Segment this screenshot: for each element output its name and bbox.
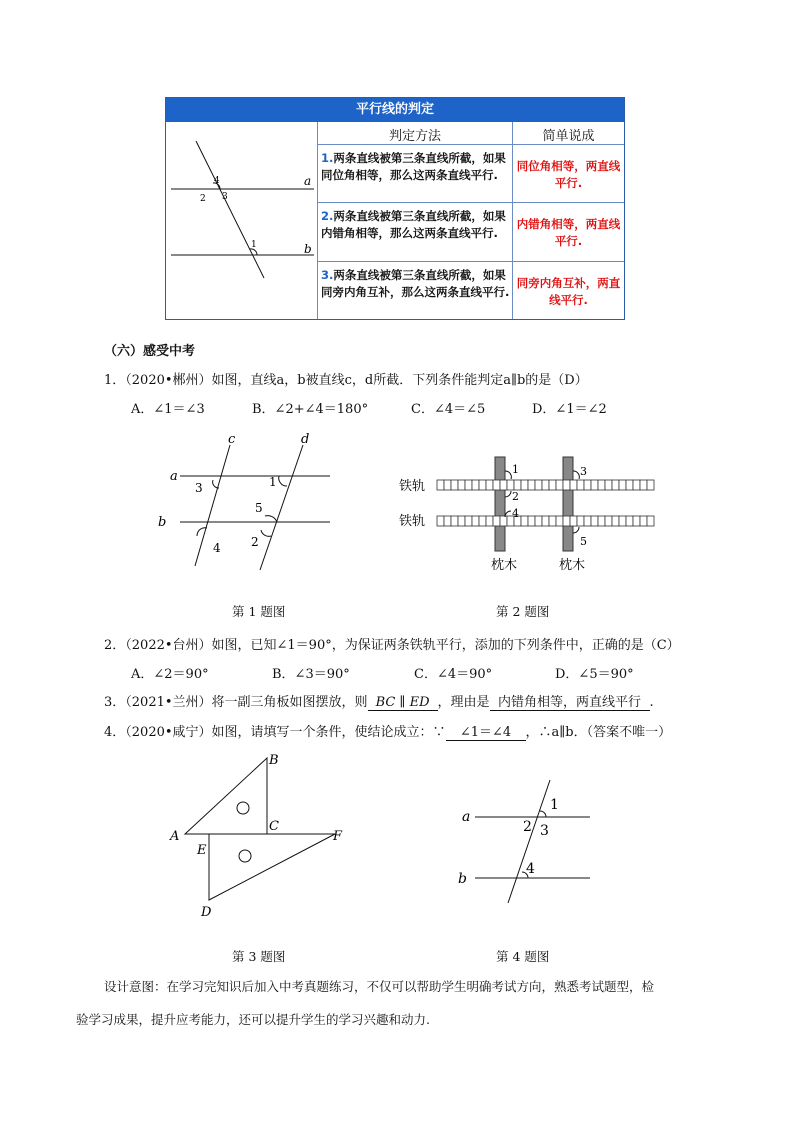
figure-label: F <box>333 829 343 844</box>
rail-segment <box>500 516 507 526</box>
figure-label: 3 <box>222 192 228 202</box>
table-row-method: 1.两条直线被第三条直线所截，如果同位角相等，那么这两条直线平行. <box>321 151 506 182</box>
question-2-option: A．∠2＝90° <box>131 667 209 682</box>
rail-segment <box>486 480 493 490</box>
figure-label: 1 <box>550 797 559 813</box>
figure-label: 2 <box>512 490 519 503</box>
rail-segment <box>521 480 528 490</box>
figure-label: b <box>158 515 167 530</box>
question-2-option: D．∠5＝90° <box>555 667 634 682</box>
rail-segment <box>521 516 528 526</box>
figure-1-caption: 第 1 题图 <box>232 604 286 619</box>
rail-segment <box>493 516 500 526</box>
figure-label: 2 <box>523 819 532 835</box>
figure-label: D <box>201 905 212 920</box>
figure-label: 5 <box>580 535 587 548</box>
figure-label: A <box>170 829 180 844</box>
figure-1 <box>155 430 345 580</box>
rail-segment <box>500 480 507 490</box>
rail-segment <box>542 480 549 490</box>
rail-segment <box>605 480 612 490</box>
figure-label: 4 <box>214 176 220 186</box>
table-row-short: 同位角相等，两直线平行. <box>516 159 621 190</box>
rail-segment <box>479 480 486 490</box>
figure-label: 1 <box>251 240 257 250</box>
rail-segment <box>514 480 521 490</box>
rail-label: 铁轨 <box>399 514 426 529</box>
rail-segment <box>647 480 654 490</box>
table-row-method: 3.两条直线被第三条直线所截，如果同旁内角互补，那么这两条直线平行. <box>321 268 510 299</box>
rail-segment <box>591 516 598 526</box>
figure-label: b <box>304 242 312 256</box>
column-header-short: 简单说成 <box>542 129 595 144</box>
figure-label: a <box>170 469 178 484</box>
figure-label: 4 <box>213 541 221 555</box>
rail-segment <box>549 516 556 526</box>
rail-segment <box>633 480 640 490</box>
table-row-short: 同旁内角互补，两直线平行. <box>516 276 621 307</box>
figure-label: 3 <box>540 823 549 839</box>
figure-2-caption: 第 2 题图 <box>496 604 550 619</box>
rail-segment <box>549 480 556 490</box>
figure-label: a <box>304 174 312 188</box>
rail-segment <box>451 516 458 526</box>
rail-segment <box>465 480 472 490</box>
question-1-stem: 1．（2020•郴州）如图，直线a，b被直线c，d所截．下列条件能判定a∥b的是（D） <box>104 373 588 388</box>
design-intent-line: 设计意图：在学习完知识后加入中考真题练习，不仅可以帮助学生明确考试方向，熟悉考试题型，检 <box>104 979 655 994</box>
question-3-stem: 3．（2021•兰州）将一副三角板如图摆放，则 BC ∥ ED ，理由是 内错角相等，两直线平行 . <box>104 691 654 711</box>
sleeper-label: 枕木 <box>559 558 586 573</box>
figure-label: 1 <box>512 463 519 476</box>
figure-label: C <box>269 819 279 834</box>
rail-segment <box>640 516 647 526</box>
rail-segment <box>577 480 584 490</box>
rail-segment <box>563 480 570 490</box>
rail-segment <box>577 516 584 526</box>
figure-4-caption: 第 4 题图 <box>496 949 550 964</box>
rail-segment <box>486 516 493 526</box>
rail-segment <box>437 480 444 490</box>
divider <box>317 122 318 319</box>
figure-2 <box>395 455 660 580</box>
rail-segment <box>612 480 619 490</box>
rail-segment <box>584 516 591 526</box>
figure-label: d <box>301 432 310 447</box>
rail-segment <box>584 480 591 490</box>
transversal-figure <box>166 123 317 319</box>
figure-label: 3 <box>195 481 203 495</box>
rail-segment <box>472 516 479 526</box>
divider <box>317 144 624 145</box>
figure-label: B <box>269 753 279 768</box>
rail-segment <box>479 516 486 526</box>
rail-segment <box>612 516 619 526</box>
rail-segment <box>465 516 472 526</box>
rail-segment <box>605 516 612 526</box>
rail-segment <box>458 480 465 490</box>
question-1-option: C．∠4＝∠5 <box>411 402 486 417</box>
rail-top <box>437 480 654 490</box>
figure-label: a <box>462 809 471 825</box>
figure-label: c <box>228 432 236 447</box>
figure-label: 2 <box>200 194 206 204</box>
rail-segment <box>619 516 626 526</box>
figure-4 <box>450 775 600 910</box>
figure-3-caption: 第 3 题图 <box>232 949 286 964</box>
parallel-criteria-table <box>165 97 625 320</box>
rail-segment <box>528 516 535 526</box>
rail-segment <box>528 480 535 490</box>
question-1-option: D．∠1＝∠2 <box>532 402 607 417</box>
design-intent-line: 验学习成果，提升应考能力，还可以提升学生的学习兴趣和动力. <box>76 1012 430 1027</box>
rail-segment <box>444 480 451 490</box>
rail-segment <box>633 516 640 526</box>
rail-segment <box>591 480 598 490</box>
column-header-method: 判定方法 <box>388 129 441 144</box>
answer-blank: 内错角相等，两直线平行 <box>490 691 650 711</box>
rail-bottom <box>437 516 654 526</box>
question-2-option: B．∠3＝90° <box>272 667 350 682</box>
figure-3 <box>165 750 355 920</box>
rail-segment <box>458 516 465 526</box>
answer-blank: BC ∥ ED <box>368 695 438 711</box>
rail-segment <box>437 516 444 526</box>
rail-segment <box>444 516 451 526</box>
figure-label: 4 <box>512 507 519 520</box>
rail-segment <box>570 480 577 490</box>
rail-segment <box>640 480 647 490</box>
rail-segment <box>507 480 514 490</box>
table-row-short: 内错角相等，两直线平行. <box>516 217 621 248</box>
rail-segment <box>535 516 542 526</box>
figure-label: 5 <box>255 501 263 515</box>
rail-segment <box>451 480 458 490</box>
question-1-option: B．∠2+∠4＝180° <box>252 402 369 417</box>
figure-label: b <box>458 871 467 887</box>
sleeper-label: 枕木 <box>491 558 518 573</box>
rail-segment <box>626 480 633 490</box>
rail-segment <box>626 516 633 526</box>
rail-segment <box>472 480 479 490</box>
question-1-option: A．∠1＝∠3 <box>131 402 205 417</box>
answer-blank: ∠1＝∠4 <box>446 721 526 741</box>
figure-label: 4 <box>526 861 535 877</box>
rail-segment <box>556 516 563 526</box>
rail-segment <box>542 516 549 526</box>
rail-segment <box>493 480 500 490</box>
rail-segment <box>647 516 654 526</box>
rail-segment <box>556 480 563 490</box>
rail-segment <box>619 480 626 490</box>
rail-segment <box>570 516 577 526</box>
question-4-stem: 4．（2020•咸宁）如图，请填写一个条件，使结论成立：∵ ∠1＝∠4 ，∴a∥b．（答案不唯一） <box>104 721 671 741</box>
rail-label: 铁轨 <box>399 479 426 494</box>
section-title: （六）感受中考 <box>104 344 196 359</box>
table-row-method: 2.两条直线被第三条直线所截，如果内错角相等，那么这两条直线平行. <box>321 209 506 240</box>
figure-label: 1 <box>269 475 277 489</box>
question-2-stem: 2．（2022•台州）如图，已知∠1＝90°，为保证两条铁轨平行，添加的下列条件中，正确的是（C） <box>104 638 680 653</box>
divider <box>317 202 624 203</box>
rail-segment <box>598 516 605 526</box>
question-2-option: C．∠4＝90° <box>414 667 493 682</box>
rail-segment <box>563 516 570 526</box>
divider <box>317 261 624 262</box>
rail-segment <box>598 480 605 490</box>
figure-label: 2 <box>251 535 259 549</box>
table-title: 平行线的判定 <box>166 98 624 122</box>
figure-label: 3 <box>580 465 587 478</box>
figure-label: E <box>197 843 207 858</box>
rail-segment <box>535 480 542 490</box>
